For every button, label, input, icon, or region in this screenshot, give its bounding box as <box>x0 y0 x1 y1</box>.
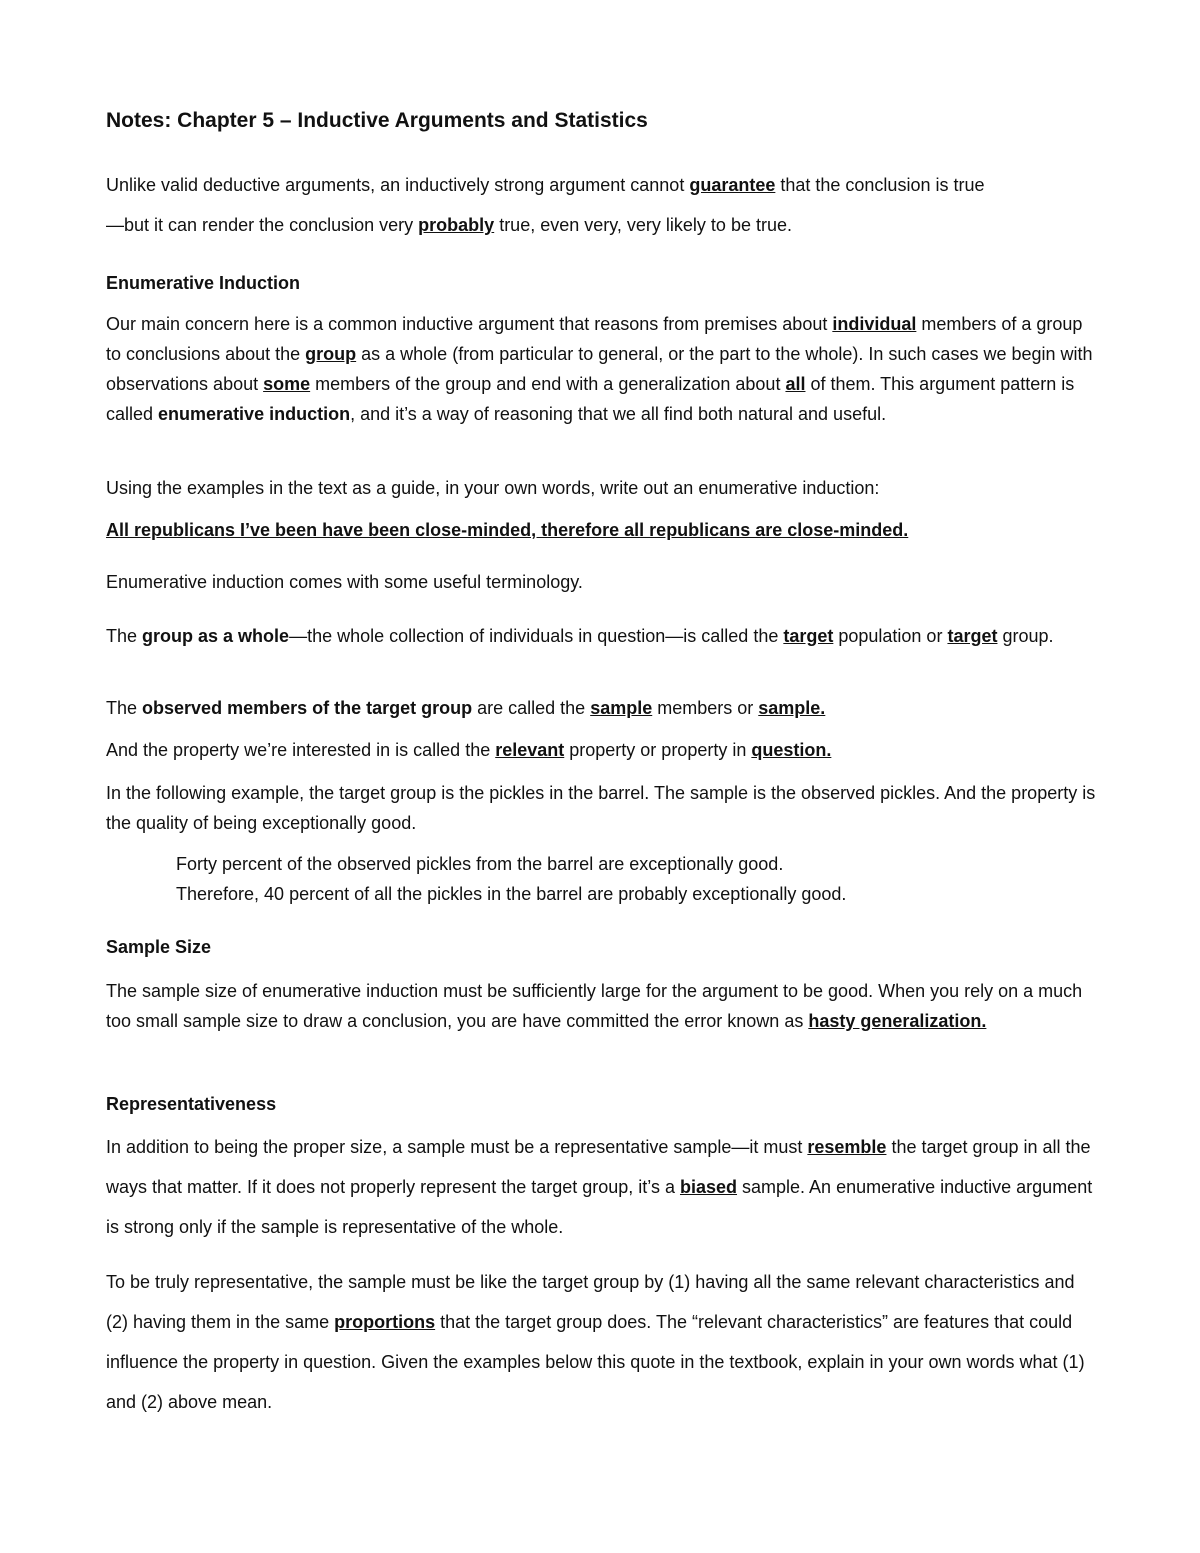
representativeness-paragraph-2 <box>106 1262 1096 1422</box>
term-probably: probably <box>418 215 495 235</box>
term-group-as-a-whole: group as a whole <box>142 626 290 646</box>
example-premise: Forty percent of the observed pickles from the barrel are exceptionally good. <box>176 854 784 874</box>
relevant-definition <box>106 735 1096 765</box>
rep-text-2: the target group in all the ways that matter. If it does not properly represent the target group, it’s a <box>106 1137 1091 1197</box>
intro-text-4: true, even very, very likely to be true. <box>494 215 792 235</box>
enumerative-paragraph <box>106 309 1096 429</box>
exercise-prompt: Using the examples in the text as a guide, in your own words, write out an enumerative induction: <box>106 478 880 498</box>
term-relevant: relevant <box>495 740 565 760</box>
sample-text-2: are called the <box>472 698 591 718</box>
target-text-2: —the whole collection of individuals in question—is called the <box>289 626 784 646</box>
sample-size-text: The sample size of enumerative induction must be sufficiently large for the argument to be good. When you rely on a much too small sample size to draw a conclusion, you are have committed the error known as <box>106 981 1083 1031</box>
term-observed-members: observed members of the target group <box>142 698 473 718</box>
term-resemble: resemble <box>807 1137 887 1157</box>
sample-text-1: The <box>106 698 143 718</box>
relevant-text-1: And the property we’re interested in is called the <box>106 740 496 760</box>
target-text-1: The <box>106 626 143 646</box>
term-all: all <box>785 374 806 394</box>
term-guarantee: guarantee <box>689 175 776 195</box>
example-conclusion: Therefore, 40 percent of all the pickles in the barrel are probably exceptionally good. <box>176 884 847 904</box>
rep-text-3: sample. An enumerative inductive argument is strong only if the sample is representative of the whole. <box>106 1177 1093 1237</box>
relevant-text-2: property or property in <box>564 740 752 760</box>
term-enumerative-induction: enumerative induction <box>158 404 351 424</box>
enum-text-5: of them. This argument pattern is called <box>106 374 1075 424</box>
term-target-1: target <box>783 626 834 646</box>
term-target-2: target <box>947 626 998 646</box>
target-text-4: group. <box>997 626 1054 646</box>
example-intro: In the following example, the target group is the pickles in the barrel. The sample is the observed pickles. And the property is the quality of being exceptionally good. <box>106 783 1096 833</box>
sample-definition <box>106 693 1096 723</box>
term-sample-1: sample <box>590 698 653 718</box>
term-some: some <box>263 374 311 394</box>
enum-text-1: Our main concern here is a common inductive argument that reasons from premises about <box>106 314 833 334</box>
heading-sample-size: Sample Size <box>106 937 212 957</box>
term-sample-2: sample. <box>758 698 826 718</box>
heading-representativeness: Representativeness <box>106 1094 277 1114</box>
exercise-answer: All republicans I’ve been have been close-minded, therefore all republicans are close-minded. <box>106 520 909 540</box>
rep-text-1: In addition to being the proper size, a sample must be a representative sample—it must <box>106 1137 808 1157</box>
sample-size-paragraph <box>106 976 1096 1036</box>
term-group: group <box>305 344 357 364</box>
enum-text-6: , and it’s a way of reasoning that we all find both natural and useful. <box>350 404 887 424</box>
terminology-intro: Enumerative induction comes with some useful terminology. <box>106 572 583 592</box>
intro-paragraph <box>106 165 1096 245</box>
target-text-3: population or <box>833 626 948 646</box>
term-individual: individual <box>832 314 917 334</box>
term-hasty-generalization: hasty generalization. <box>808 1011 987 1031</box>
enum-text-2: members of a group to conclusions about the <box>106 314 1083 364</box>
intro-text-2: that the conclusion is true <box>775 175 985 195</box>
enum-text-4: members of the group and end with a generalization about <box>310 374 786 394</box>
sample-text-3: members or <box>652 698 759 718</box>
target-definition <box>106 621 1096 651</box>
intro-text-3: —but it can render the conclusion very <box>106 215 419 235</box>
intro-text-1: Unlike valid deductive arguments, an inductively strong argument cannot <box>106 175 690 195</box>
heading-enumerative-induction: Enumerative Induction <box>106 273 301 293</box>
page-title: Notes: Chapter 5 – Inductive Arguments and Statistics <box>106 109 648 132</box>
enum-text-3: as a whole (from particular to general, or the part to the whole). In such cases we begin with observations about <box>106 344 1093 394</box>
representativeness-paragraph-1 <box>106 1127 1096 1247</box>
rep2-text-1: To be truly representative, the sample must be like the target group by (1) having all the same relevant characteristics and (2) having them in the same <box>106 1272 1075 1332</box>
rep2-text-2: that the target group does. The “relevant characteristics” are features that could influence the property in question. Given the examples below this quote in the textbook, explain in your own words what (1) and (2) above mean. <box>106 1312 1085 1412</box>
term-biased: biased <box>679 1177 738 1197</box>
term-question: question. <box>751 740 832 760</box>
term-proportions: proportions <box>334 1312 436 1332</box>
